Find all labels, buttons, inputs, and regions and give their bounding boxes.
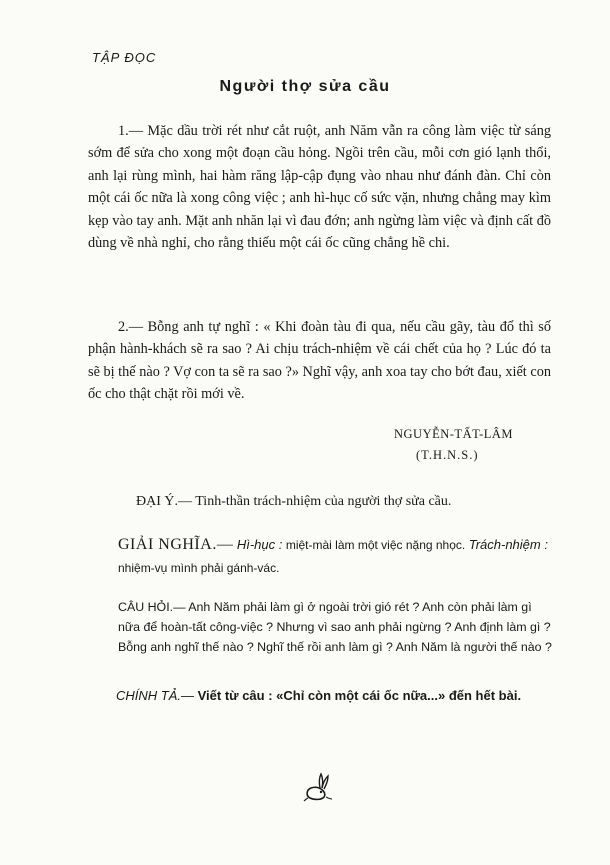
section-label: TẬP ĐỌC — [92, 50, 157, 65]
dictation-instruction: Viết từ câu : «Chỉ còn một cái ốc nữa...» đến hết bài. — [197, 688, 522, 703]
paragraph-2 — [88, 316, 551, 406]
paragraph-2-text: 2.— Bỗng anh tự nghĩ : « Khi đoàn tàu đi qua, nếu cầu gãy, tàu đổ thì số phận hành-khách sẽ ra sao ? Ai chịu trách-nhiệm về cái chết của họ ? Lúc đó ta sẽ bị thế nào ? Vợ con ta sẽ ra sao ?» Nghĩ vậy, anh xoa tay cho bớt đau, xiết con ốc cho thật chặt rồi mới về. — [88, 319, 551, 403]
vocabulary-definition-1: miệt-mài làm một việc nặng nhọc. — [285, 538, 466, 552]
main-idea: ĐẠI Ý.— Tinh-thần trách-nhiệm của người thợ sửa cầu. — [136, 494, 452, 509]
author-source: (T.H.N.S.) — [416, 448, 479, 462]
vocabulary-term-1: Hì-hục : — [236, 537, 283, 552]
paragraph-1 — [88, 120, 551, 254]
dictation-section — [116, 688, 576, 703]
vocabulary-term-2: Trách-nhiệm : — [468, 537, 548, 552]
questions-section: CÂU HỎI.— Anh Năm phải làm gì ở ngoài trời gió rét ? Anh còn phải làm gì nữa để hoàn-tất công-việc ? Nhưng vì sao anh phải ngừng ? Anh định làm gì ? Bỗng anh nghĩ thế nào ? Nghĩ thế rồi anh làm gì ? Anh Năm là người thế nào ? — [118, 600, 552, 654]
vocabulary-definition-2: nhiệm-vụ mình phải gánh-vác. — [118, 561, 280, 575]
lesson-title: Người thợ sửa cầu — [219, 78, 391, 95]
vocabulary-heading: GIẢI NGHĨA.— — [118, 536, 234, 553]
vocabulary-section — [118, 534, 558, 580]
dictation-heading: CHÍNH TẢ.— — [116, 688, 194, 703]
paragraph-1-text: 1.— Mặc dầu trời rét như cắt ruột, anh Năm vẫn ra công làm việc từ sáng sớm để sửa cho xong một đoạn cầu hỏng. Ngồi trên cầu, mỗi cơn gió lạnh thổi, anh lại rùng mình, hai hàm răng lập-cập đụng vào nhau như đánh đàn. Chỉ còn một cái ốc nữa là xong công việc ; anh hì-hục cố sức vặn, nhưng chẳng may kìm kẹp vào tay anh. Mặt anh nhăn lại vì đau đớn; anh ngừng làm việc và định cất đồ dùng về nhà nghỉ, cho rằng thiếu một cái ốc cũng chẳng hề chi. — [88, 123, 551, 252]
rabbit-ornament-icon — [302, 772, 334, 802]
author-name: NGUYỄN-TẤT-LÂM — [394, 427, 514, 441]
